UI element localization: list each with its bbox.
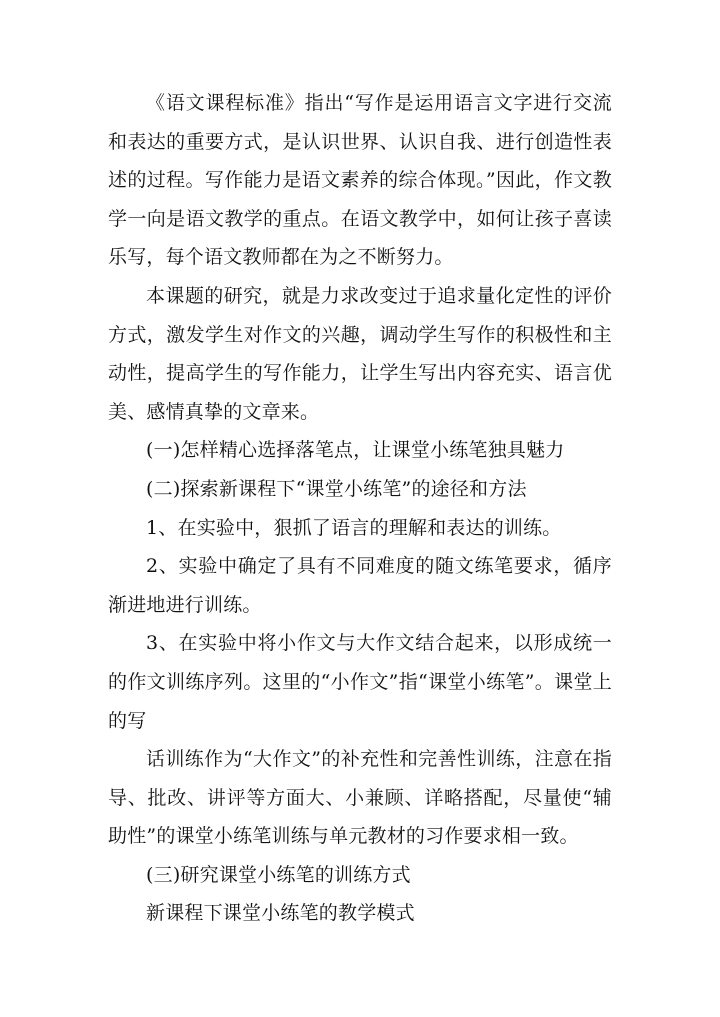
heading-section-2: (二)探索新课程下“课堂小练笔”的途径和方法 [146,477,527,500]
heading-section-3: (三)研究课堂小练笔的训练方式 [146,863,411,886]
document-body [108,84,612,933]
paragraph-teaching-mode: 新课程下课堂小练笔的教学模式 [146,902,415,925]
list-item-1: 1、在实验中，狠抓了语言的理解和表达的训练。 [146,516,562,539]
heading-section-1: (一)怎样精心选择落笔点，让课堂小练笔独具魅力 [146,439,565,462]
paragraph-research-goal: 本课题的研究，就是力求改变过于追求量化定性的评价方式，激发学生对作文的兴趣，调动学生写作的积极性和主动性，提高学生的写作能力，让学生写出内容充实、语言优美、感情真挚的文章来。 [108,284,612,423]
paragraph-writing-training: 话训练作为“大作文”的补充性和完善性训练，注意在指导、批改、讲评等方面大、小兼顾、详略搭配，尽量使“辅助性”的课堂小练笔训练与单元教材的习作要求相一致。 [108,748,612,848]
paragraph-intro: 《语文课程标准》指出“写作是运用语言文字进行交流和表达的重要方式，是认识世界、认识自我、进行创造性表述的过程。写作能力是语文素养的综合体现。”因此，作文教学一向是语文教学的重点。在语文教学中，如何让孩子喜读乐写，每个语文教师都在为之不断努力。 [108,92,612,269]
list-item-2: 2、实验中确定了具有不同难度的随文练笔要求，循序渐进地进行训练。 [108,555,612,616]
list-item-3: 3、在实验中将小作文与大作文结合起来，以形成统一的作文训练序列。这里的“小作文”指“课堂小练笔”。课堂上的写 [108,632,612,732]
